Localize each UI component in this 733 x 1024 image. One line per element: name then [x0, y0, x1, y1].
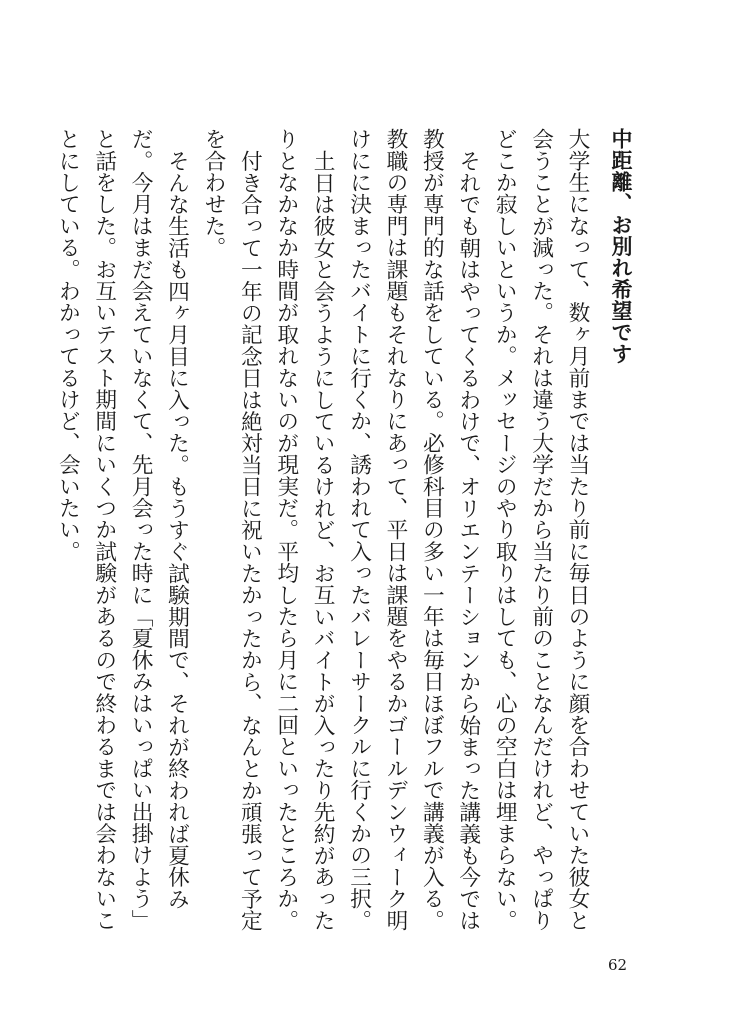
page-number: 62: [608, 956, 628, 974]
body-text: [49, 128, 595, 940]
paragraph-5: そんな生活も四ヶ月目に入った。もうすぐ試験期間で、それが終われば夏休みだ。今月はまだ会えていなくて、先月会った時に「夏休みはいっぱい出掛けよう」と話をした。お互いテスト期間にいくつか試験があるので終わるまでは会わないことにしている。わかってるけど、会いたい。: [55, 128, 190, 931]
paragraph-2: それでも朝はやってくるわけで、オリエンテーションから始まった講義も今では教授が専門的な話をしている。必修科目の多い一年は毎日ほぼフルで講義が入る。教職の専門は課題もそれなりにあって、平日は課題をやるかゴールデンウィーク明けにに決まったバイトに行くか、誘われて入ったバレーサークルに行くかの三択。: [346, 128, 481, 931]
paragraph-1: 大学生になって、数ヶ月前までは当たり前に毎日のように顔を合わせていた彼女と会うことが減った。それは違う大学だから当たり前のことなんだけれど、やっぱりどこか寂しいというか。メッセージのやり取りはしても、心の空白は埋まらない。: [492, 128, 590, 931]
paragraph-3: 土日は彼女と会うようにしているけれど、お互いバイトが入ったり先約があったりとなかなか時間が取れないのが現実だ。平均したら月に二回といったところか。: [273, 128, 336, 931]
paragraph-4: 付き合って一年の記念日は絶対当日に祝いたかったから、なんとか頑張って予定を合わせた。: [200, 128, 263, 931]
chapter-title: 中距離、お別れ希望です: [609, 128, 634, 365]
